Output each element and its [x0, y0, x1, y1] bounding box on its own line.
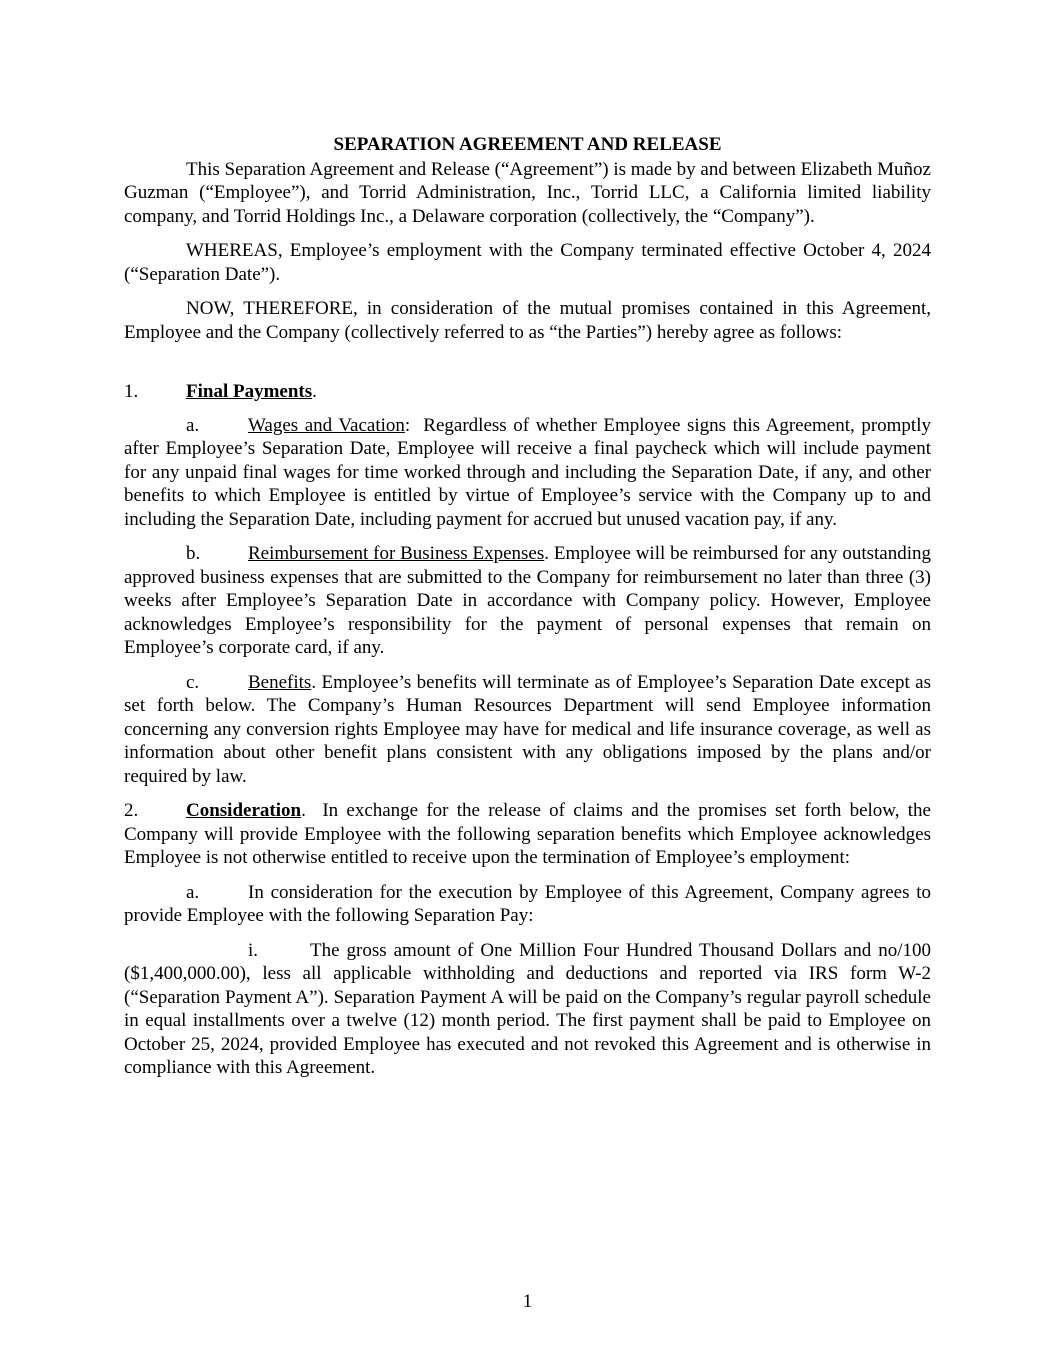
- section-1-number: 1.: [124, 381, 139, 402]
- section-1a-text: Regardless of whether Employee signs this Agreement, promptly after Employee’s Separation Date, Employee will receive a final paycheck which will include payment for any unpaid final wages for time worked through and including the Separation Date, if any, and other benefits to which Employee is entitled by virtue of Employee’s service with the Company up to and including the Separation Date, including payment for accrued but unused vacation pay, if any.: [124, 414, 931, 530]
- section-1-title-suffix: .: [312, 381, 317, 402]
- section-1a-title: Wages and Vacation: [248, 414, 405, 436]
- section-2-number: 2.: [124, 800, 139, 821]
- section-1c-label: c.: [186, 671, 200, 693]
- page-number: 1: [522, 1291, 533, 1312]
- section-1c-title: Benefits: [248, 671, 312, 693]
- section-2-sep: .: [301, 800, 323, 821]
- section-1a-sep: :: [404, 414, 424, 436]
- now-therefore-paragraph: NOW, THEREFORE, in consideration of the mutual promises contained in this Agreement, Employee and the Company (collectively referred to as “the Parties”) hereby agree as follows:: [124, 298, 931, 343]
- section-1-title: Final Payments: [186, 381, 313, 402]
- section-1b-sep: .: [544, 543, 554, 564]
- section-2ai-label: i.: [248, 939, 259, 961]
- document-title: SEPARATION AGREEMENT AND RELEASE: [333, 134, 722, 155]
- section-2-text: In exchange for the release of claims and the promises set forth below, the Company will provide Employee with the following separation benefits which Employee acknowledges Employee is not otherwise entitled to receive upon the termination of Employee’s employment:: [124, 800, 931, 868]
- section-1a-label: a.: [186, 414, 200, 436]
- section-1c-sep: .: [311, 671, 322, 693]
- section-2a-label: a.: [186, 881, 200, 903]
- section-1b-text: Employee will be reimbursed for any outstanding approved business expenses that are submitted to the Company for reimbursement no later than three (3) weeks after Employee’s Separation Date in accordance with Company policy. However, Employee acknowledges Employee’s responsibility for the payment of personal expenses that remain on Employee’s corporate card, if any.: [124, 543, 932, 658]
- section-1-heading: [124, 380, 931, 404]
- section-1b-paragraph: [124, 542, 931, 660]
- section-1c-paragraph: [124, 671, 931, 789]
- section-1b-title: Reimbursement for Business Expenses: [248, 543, 545, 564]
- section-2a-text: In consideration for the execution by Employee of this Agreement, Company agrees to provide Employee with the following Separation Pay:: [124, 881, 931, 926]
- whereas-paragraph: WHEREAS, Employee’s employment with the Company terminated effective October 4, 2024 (“Separation Date”).: [124, 240, 931, 285]
- section-2-paragraph: [124, 799, 931, 870]
- document-body: [124, 133, 931, 1091]
- section-1b-label: b.: [186, 543, 201, 564]
- section-2a-paragraph: [124, 881, 931, 928]
- section-2-title: Consideration: [186, 800, 302, 821]
- section-2ai-paragraph: [124, 939, 931, 1080]
- intro-paragraph: This Separation Agreement and Release (“Agreement”) is made by and between Elizabeth Muñoz Guzman (“Employee”), and Torrid Administration, Inc., Torrid LLC, a California limited liability company, and Torrid Holdings Inc., a Delaware corporation (collectively, the “Company”).: [124, 158, 931, 227]
- section-2ai-text: The gross amount of One Million Four Hundred Thousand Dollars and no/100 ($1,400,000.00), less all applicable withholding and deductions and reported via IRS form W-2 (“Separation Payment A”). Separation Payment A will be paid on the Company’s regular payroll schedule in equal installments over a twelve (12) month period. The first payment shall be paid to Employee on October 25, 2024, provided Employee has executed and not revoked this Agreement and is otherwise in compliance with this Agreement.: [124, 939, 931, 1078]
- section-1c-text: Employee’s benefits will terminate as of Employee’s Separation Date except as set forth below. The Company’s Human Resources Department will send Employee information concerning any conversion rights Employee may have for medical and life insurance coverage, as well as information about other benefit plans consistent with any obligations imposed by the plans and/or required by law.: [124, 671, 932, 787]
- section-1a-paragraph: [124, 414, 931, 532]
